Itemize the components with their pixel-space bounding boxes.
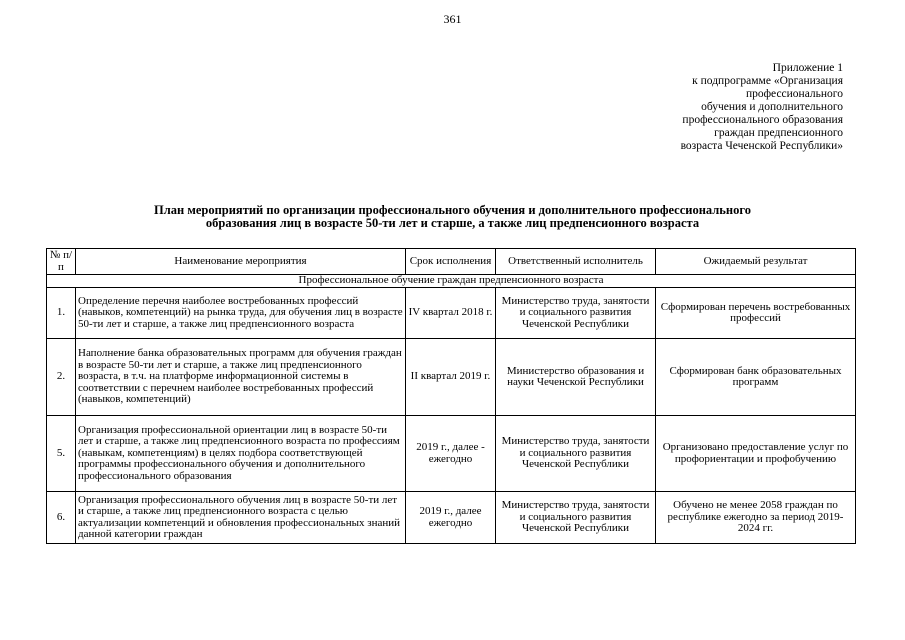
appendix-line: профессионального <box>745 88 843 100</box>
row-name: Определение перечня наиболее востребованных профессий (навыков, компетенций) на рынка труда, для обучения лиц в возрасте 50-ти лет и старше, а также лиц предпенсионного возраста <box>76 288 406 339</box>
row-num: 1. <box>47 288 76 339</box>
header-num: № п/п <box>47 249 76 275</box>
row-num: 2. <box>47 339 76 416</box>
row-result: Сформирован перечень востребованных профессий <box>656 288 856 339</box>
appendix-line: возраста Чеченской Республики» <box>680 140 843 152</box>
header-result: Ожидаемый результат <box>656 249 856 275</box>
row-responsible: Министерство труда, занятости и социального развития Чеченской Республики <box>496 288 656 339</box>
header-term: Срок исполнения <box>406 249 496 275</box>
row-name: Организация профессиональной ориентации лиц в возрасте 50-ти лет и старше, а также лиц предпенсионного возраста по профессиям (навыкам, компетенциям) в целях подбора соответствующей программы профессионального обучения и дополнительного профессионального образования <box>76 416 406 492</box>
row-result: Организовано предоставление услуг по профориентации и профобучению <box>656 416 856 492</box>
row-num: 5. <box>47 416 76 492</box>
section-title: Профессиональное обучение граждан предпенсионного возраста <box>47 275 856 288</box>
row-term: IV квартал 2018 г. <box>406 288 496 339</box>
document-title-line-1: План мероприятий по организации профессионального обучения и дополнительного профессионального <box>154 203 751 217</box>
table-row <box>47 288 856 339</box>
document-title-line-2: образования лиц в возрасте 50-ти лет и старше, а также лиц предпенсионного возраста <box>205 216 700 230</box>
plan-table <box>46 248 856 544</box>
table-row <box>47 492 856 544</box>
row-responsible: Министерство труда, занятости и социального развития Чеченской Республики <box>496 492 656 544</box>
appendix-line: профессионального образования <box>682 114 843 126</box>
row-term: 2019 г., далее - ежегодно <box>406 416 496 492</box>
row-responsible: Министерство труда, занятости и социального развития Чеченской Республики <box>496 416 656 492</box>
row-result: Обучено не менее 2058 граждан по республике ежегодно за период 2019-2024 гг. <box>656 492 856 544</box>
table-header-row <box>47 249 856 275</box>
appendix-note <box>681 62 843 153</box>
row-responsible: Министерство образования и науки Чеченской Республики <box>496 339 656 416</box>
row-term: II квартал 2019 г. <box>406 339 496 416</box>
header-name: Наименование мероприятия <box>76 249 406 275</box>
appendix-line: граждан предпенсионного <box>714 127 843 139</box>
section-row <box>47 275 856 288</box>
row-name: Организация профессионального обучения лиц в возрасте 50-ти лет и старше, а также лиц предпенсионного возраста с целью актуализации компетенций и обновления профессиональных знаний данной категории граждан <box>76 492 406 544</box>
appendix-line: Приложение 1 <box>772 62 843 74</box>
row-name: Наполнение банка образовательных программ для обучения граждан в возрасте 50-ти лет и старше, а также лиц предпенсионного возраста, в т.ч. на платформе информационной системы в соответствии с перечнем наиболее востребованных профессий (навыков, компетенций) <box>76 339 406 416</box>
row-num: 6. <box>47 492 76 544</box>
row-term: 2019 г., далее ежегодно <box>406 492 496 544</box>
appendix-line: к подпрограмме «Организация <box>692 75 843 87</box>
page-number: 361 <box>443 12 462 26</box>
table-row <box>47 339 856 416</box>
table-row <box>47 416 856 492</box>
row-result: Сформирован банк образовательных программ <box>656 339 856 416</box>
document-title <box>40 204 865 230</box>
appendix-line: обучения и дополнительного <box>701 101 843 113</box>
header-responsible: Ответственный исполнитель <box>496 249 656 275</box>
